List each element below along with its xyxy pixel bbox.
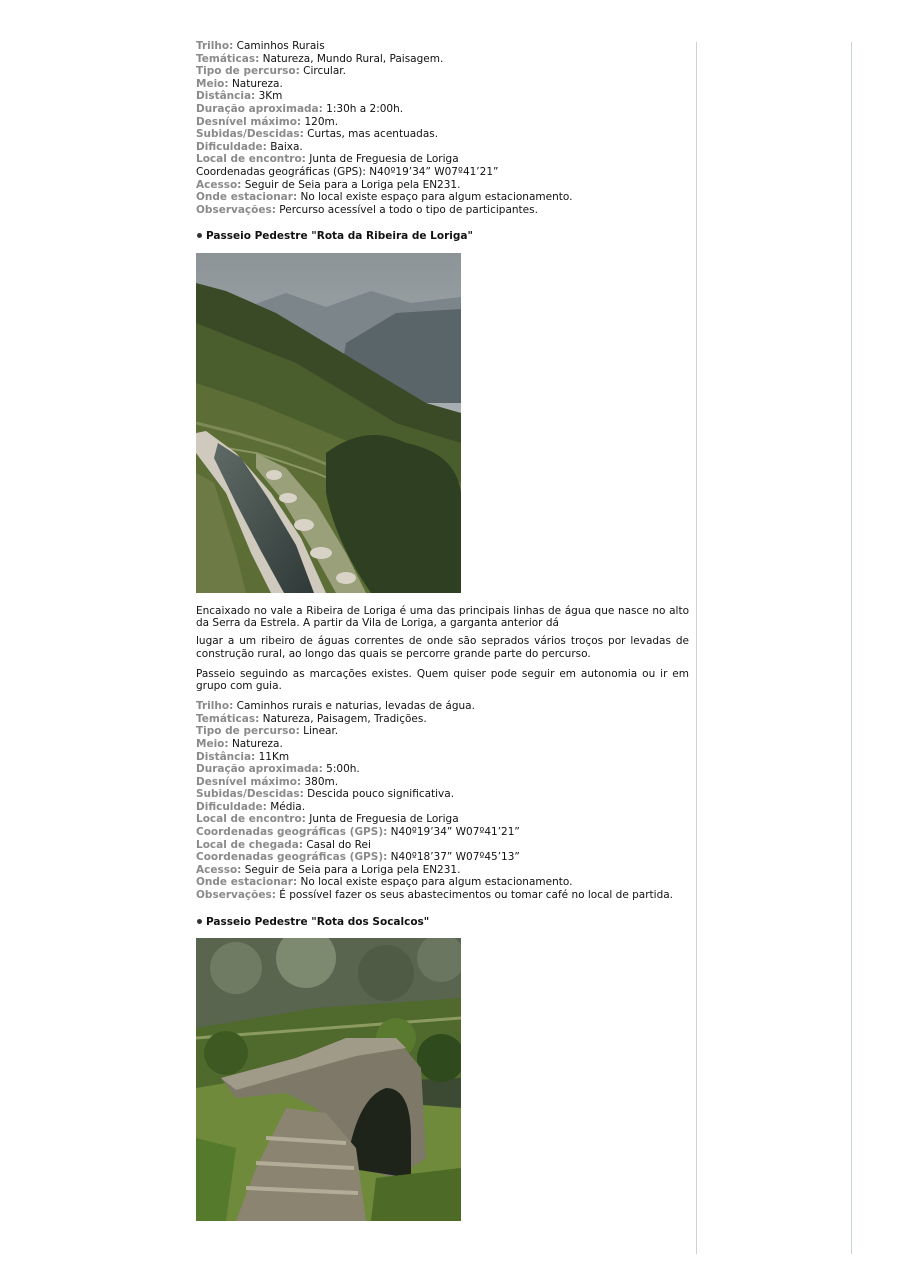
info-row: [196, 813, 689, 826]
info-value: N40º19’34” W07º41’21”: [390, 826, 520, 839]
info-row: [196, 179, 689, 192]
info-label: Temáticas:: [196, 712, 260, 725]
info-label: Subidas/Descidas:: [196, 128, 304, 141]
info-row: [196, 700, 689, 713]
info-value: É possível fazer os seus abastecimentos ou tomar café no local de partida.: [279, 889, 674, 902]
info-row: [196, 116, 689, 129]
info-row: [196, 788, 689, 801]
info-label: Desnível máximo:: [196, 115, 302, 128]
info-label: Distância:: [196, 90, 256, 103]
info-row: [196, 876, 689, 889]
info-label: Observações:: [196, 203, 276, 216]
info-value: Seguir de Seia para a Loriga pela EN231.: [244, 863, 461, 876]
info-value: No local existe espaço para algum estacionamento.: [300, 876, 573, 889]
info-label: Onde estacionar:: [196, 191, 298, 204]
info-label: Dificuldade:: [196, 800, 267, 813]
info-row: [196, 776, 689, 789]
info-row: [196, 713, 689, 726]
info-row: [196, 40, 689, 53]
info-label: Local de chegada:: [196, 838, 303, 851]
document-content: [196, 40, 689, 1221]
info-value: 3Km: [258, 90, 283, 103]
info-value: Média.: [270, 800, 306, 813]
info-value: No local existe espaço para algum estacionamento.: [300, 191, 573, 204]
info-value: Natureza, Paisagem, Tradições.: [262, 712, 427, 725]
info-label: Onde estacionar:: [196, 876, 298, 889]
info-value: Junta de Freguesia de Loriga: [309, 153, 459, 166]
info-label: Local de encontro:: [196, 153, 306, 166]
trail-info-block-1: [196, 40, 689, 216]
info-value: Caminhos Rurais: [236, 40, 325, 52]
info-value: Caminhos rurais e naturias, levadas de água.: [236, 700, 475, 713]
info-value: 120m.: [304, 115, 339, 128]
info-label: Desnível máximo:: [196, 775, 302, 788]
info-label: Subidas/Descidas:: [196, 788, 304, 801]
socalcos-bridge-photo: [196, 938, 461, 1221]
info-value: 11Km: [258, 750, 290, 763]
info-row: [196, 889, 689, 902]
info-value: Linear.: [303, 725, 339, 738]
info-row: [196, 191, 689, 204]
section-heading-socalcos: [196, 916, 689, 929]
info-label: Duração aproximada:: [196, 102, 323, 115]
info-label: Local de encontro:: [196, 813, 306, 826]
bullet-icon: [197, 233, 202, 238]
bullet-icon: [197, 919, 202, 924]
info-value: Circular.: [303, 65, 346, 78]
info-row: [196, 826, 689, 839]
info-label: Tipo de percurso:: [196, 725, 300, 738]
info-row: [196, 851, 689, 864]
info-value: Seguir de Seia para a Loriga pela EN231.: [244, 178, 461, 191]
info-row: [196, 738, 689, 751]
info-row: [196, 801, 689, 814]
info-value: Natureza.: [231, 737, 283, 750]
info-label: Acesso:: [196, 863, 242, 876]
section-heading-text: Passeio Pedestre "Rota da Ribeira de Loriga": [206, 230, 473, 243]
page-edge-rule: [851, 42, 852, 1254]
info-row: [196, 166, 689, 179]
info-label: Duração aproximada:: [196, 763, 323, 776]
description-paragraph: Encaixado no vale a Ribeira de Loriga é uma das principais linhas de água que nasce no alto da Serra da Estrela. A partir da Vila de Loriga, a garganta anterior dá: [196, 604, 689, 630]
info-row: [196, 141, 689, 154]
info-label: Coordenadas geográficas (GPS):: [196, 165, 366, 178]
info-row: [196, 65, 689, 78]
info-row: [196, 751, 689, 764]
info-value: Percurso acessível a todo o tipo de participantes.: [279, 203, 538, 216]
info-value: N40º19’34” W07º41’21”: [369, 165, 499, 178]
info-value: 1:30h a 2:00h.: [326, 102, 404, 115]
description-paragraph: Passeio seguindo as marcações existes. Quem quiser pode seguir em autonomia ou ir em grupo com guia.: [196, 667, 689, 692]
trail-info-block-2: [196, 700, 689, 902]
info-row: [196, 53, 689, 66]
ribeira-levada-photo: [196, 253, 461, 593]
info-label: Observações:: [196, 889, 276, 902]
info-row: [196, 103, 689, 116]
info-row: [196, 864, 689, 877]
section-heading-text: Passeio Pedestre "Rota dos Socalcos": [206, 915, 430, 928]
info-value: Casal do Rei: [306, 838, 371, 851]
info-label: Acesso:: [196, 178, 242, 191]
section-heading-ribeira: [196, 230, 689, 243]
info-label: Temáticas:: [196, 52, 260, 65]
info-value: 380m.: [304, 775, 339, 788]
right-column-rule: [696, 42, 697, 1254]
info-label: Dificuldade:: [196, 140, 267, 153]
info-row: [196, 204, 689, 217]
info-row: [196, 153, 689, 166]
info-label: Tipo de percurso:: [196, 65, 300, 78]
info-row: [196, 763, 689, 776]
info-value: 5:00h.: [326, 763, 360, 776]
info-row: [196, 725, 689, 738]
info-row: [196, 90, 689, 103]
info-value: Natureza, Mundo Rural, Paisagem.: [262, 52, 444, 65]
info-row: [196, 128, 689, 141]
info-row: [196, 78, 689, 91]
info-label: Coordenadas geográficas (GPS):: [196, 851, 388, 864]
info-row: [196, 839, 689, 852]
info-label: Coordenadas geográficas (GPS):: [196, 826, 388, 839]
info-value: Natureza.: [231, 77, 283, 90]
info-value: Junta de Freguesia de Loriga: [309, 813, 459, 826]
info-label: Meio:: [196, 77, 229, 90]
info-label: Trilho:: [196, 40, 234, 52]
description-paragraph: lugar a um ribeiro de águas correntes de onde são seprados vários troços por levadas de construção rural, ao longo das quais se percorre grande parte do percurso.: [196, 635, 689, 660]
info-value: Descida pouco significativa.: [307, 788, 455, 801]
info-label: Trilho:: [196, 700, 234, 713]
info-value: Curtas, mas acentuadas.: [307, 128, 439, 141]
info-label: Distância:: [196, 750, 256, 763]
info-value: N40º18’37” W07º45’13”: [390, 851, 520, 864]
info-value: Baixa.: [270, 140, 303, 153]
info-label: Meio:: [196, 737, 229, 750]
